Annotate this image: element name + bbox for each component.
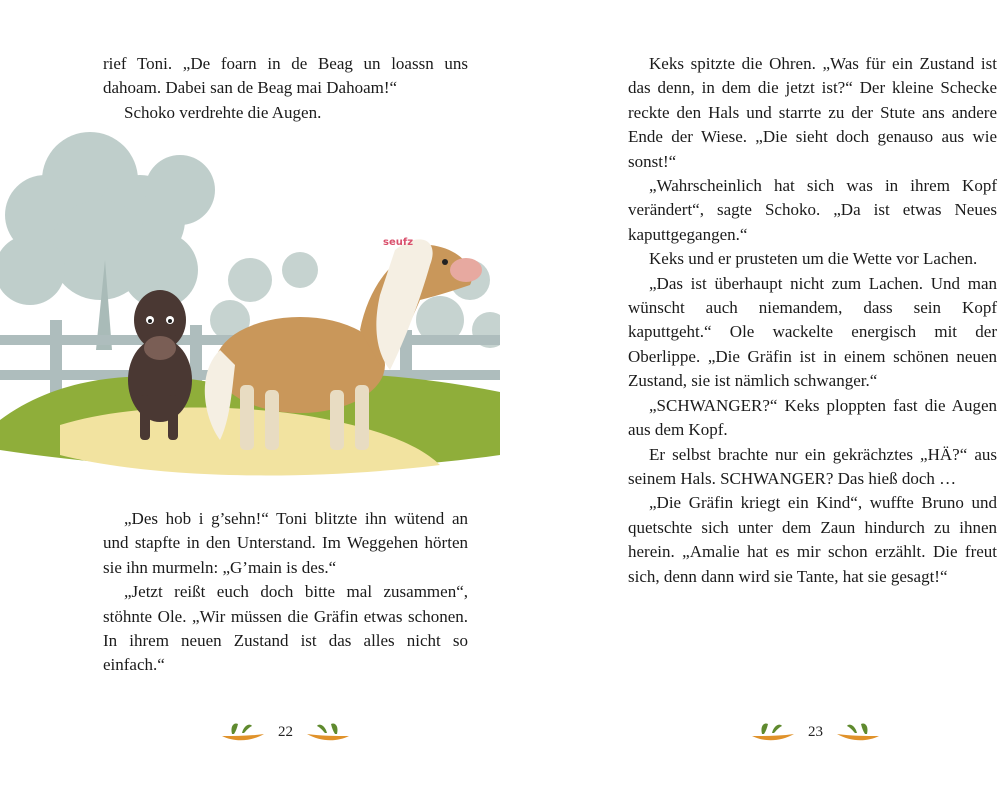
sound-effect: seufz bbox=[383, 237, 414, 248]
paragraph: „Die Gräfin kriegt ein Kind“, wuffte Bruno und quetschte sich unter dem Zaun hindurch zu ihnen herein. „Amalie hat es mir schon erzählt. Die freut sich, denn dann wird sie Tante, hat sie gesagt!“ bbox=[628, 493, 997, 586]
paragraph: rief Toni. „De foarn in de Beag un loassn uns dahoam. Dabei san de Beag mai Dahoam!“ bbox=[103, 54, 468, 98]
right-text bbox=[628, 52, 997, 589]
carrot-ornament-icon bbox=[305, 720, 351, 744]
pony-illustration bbox=[0, 120, 500, 485]
carrot-ornament-icon bbox=[220, 720, 266, 744]
paragraph: „Wahrscheinlich hat sich was in ihrem Kopf verändert“, sagte Schoko. „Da ist etwas Neues kaputtgegangen.“ bbox=[628, 176, 997, 244]
paragraph: „Das ist überhaupt nicht zum Lachen. Und man wünscht auch niemandem, dass sein Kopf kaputtgeht.“ Ole wackelte energisch mit der Oberlippe. „Die Gräfin ist in einem schönen neuen Zustand, sie ist nämlich schwanger.“ bbox=[628, 273, 997, 391]
left-text-top bbox=[103, 52, 468, 125]
carrot-ornament-icon bbox=[835, 720, 881, 744]
paragraph: Keks und er prusteten um die Wette vor Lachen. bbox=[649, 249, 978, 269]
page-number: 23 bbox=[808, 723, 823, 740]
paragraph: „Des hob i g’sehn!“ Toni blitzte ihn wütend an und stapfte in den Unterstand. Im Weggehen hörten sie ihn murmeln: „G’main is des.“ bbox=[103, 509, 468, 577]
left-text-bottom bbox=[103, 507, 468, 678]
carrot-ornament-icon bbox=[750, 720, 796, 744]
paragraph: Er selbst brachte nur ein gekrächztes „HÄ?“ aus seinem Hals. SCHWANGER? Das hieß doch … bbox=[628, 444, 997, 488]
paragraph: „SCHWANGER?“ Keks ploppten fast die Augen aus dem Kopf. bbox=[628, 395, 997, 440]
page-footer-right bbox=[750, 718, 881, 746]
right-page bbox=[500, 0, 1000, 800]
paragraph: Keks spitzte die Ohren. „Was für ein Zustand ist das denn, in dem die jetzt ist?“ Der kleine Schecke reckte den Hals und starrte zu der Stute ans andere Ende der Wiese. „Die sieht doch genauso aus wie sonst!“ bbox=[628, 54, 997, 171]
paragraph: „Jetzt reißt euch doch bitte mal zusammen“, stöhnte Ole. „Wir müssen die Gräfin etwas schonen. In ihrem neuen Zustand ist das alles nicht so einfach.“ bbox=[103, 582, 468, 675]
page-number: 22 bbox=[278, 723, 293, 740]
paragraph: Schoko verdrehte die Augen. bbox=[124, 102, 322, 122]
page-footer-left bbox=[220, 718, 351, 746]
